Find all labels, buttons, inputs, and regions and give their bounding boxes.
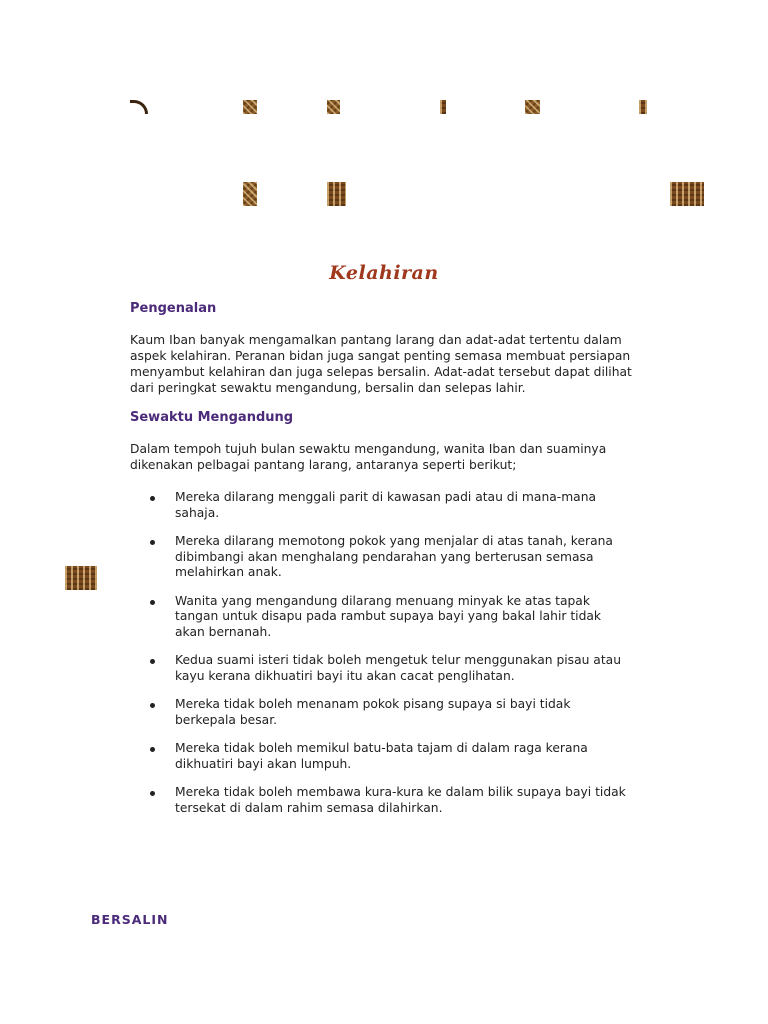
bullet-icon <box>150 496 155 501</box>
intro-paragraph: Kaum Iban banyak mengamalkan pantang larang dan adat-adat tertentu dalam aspek kelahiran. Peranan bidan juga sangat penting semasa membuat persiapan menyambut kelahiran dan juga selepas bersalin. Adat-adat tersebut dapat dilihat dari peringkat sewaktu mengandung, bersalin dan selepas lahir. <box>130 333 632 395</box>
list-item <box>150 594 630 641</box>
list-item <box>150 534 630 581</box>
list-item <box>150 653 630 684</box>
decorative-tile <box>327 100 340 114</box>
decorative-tile <box>327 182 346 206</box>
decorative-tile <box>243 100 257 114</box>
bullet-icon <box>150 540 155 545</box>
decorative-tile <box>639 100 647 114</box>
list-item-text: Mereka dilarang memotong pokok yang menjalar di atas tanah, kerana dibimbangi akan menghalang pendarahan yang berterusan semasa melahirkan anak. <box>175 534 613 579</box>
decorative-tile <box>525 100 540 114</box>
pregnancy-paragraph: Dalam tempoh tujuh bulan sewaktu mengandung, wanita Iban dan suaminya dikenakan pelbagai pantang larang, antaranya seperti berikut; <box>130 442 607 472</box>
list-item-text: Mereka tidak boleh menanam pokok pisang supaya si bayi tidak berkepala besar. <box>175 697 571 727</box>
list-item <box>150 697 630 728</box>
corner-ornament <box>130 100 148 114</box>
list-item <box>150 785 630 816</box>
decorative-tile <box>65 566 97 590</box>
list-item <box>150 490 630 521</box>
decorative-tile <box>440 100 446 114</box>
list-item <box>150 741 630 772</box>
list-item-text: Mereka tidak boleh membawa kura-kura ke dalam bilik supaya bayi tidak tersekat di dalam rahim semasa dilahirkan. <box>175 785 626 815</box>
prohibition-list <box>150 490 630 829</box>
bullet-icon <box>150 747 155 752</box>
bullet-icon <box>150 703 155 708</box>
bullet-icon <box>150 791 155 796</box>
decorative-tile <box>670 182 704 206</box>
page-title: Kelahiran <box>329 262 439 284</box>
bullet-icon <box>150 659 155 664</box>
list-item-text: Wanita yang mengandung dilarang menuang minyak ke atas tapak tangan untuk disapu pada rambut supaya bayi yang bakal lahir tidak akan bernanah. <box>175 593 602 639</box>
list-item-text: Mereka tidak boleh memikul batu-bata tajam di dalam raga kerana dikhuatiri bayi akan lumpuh. <box>175 741 588 771</box>
bullet-icon <box>150 600 155 605</box>
decorative-tile <box>243 182 257 206</box>
section-heading-bersalin: BERSALIN <box>91 912 169 927</box>
list-item-text: Kedua suami isteri tidak boleh mengetuk telur menggunakan pisau atau kayu kerana dikhuatiri bayi itu akan cacat penglihatan. <box>175 653 621 683</box>
list-item-text: Mereka dilarang menggali parit di kawasan padi atau di mana-mana sahaja. <box>175 490 597 520</box>
section-heading-intro: Pengenalan <box>130 301 217 316</box>
section-heading-pregnancy: Sewaktu Mengandung <box>130 410 294 425</box>
